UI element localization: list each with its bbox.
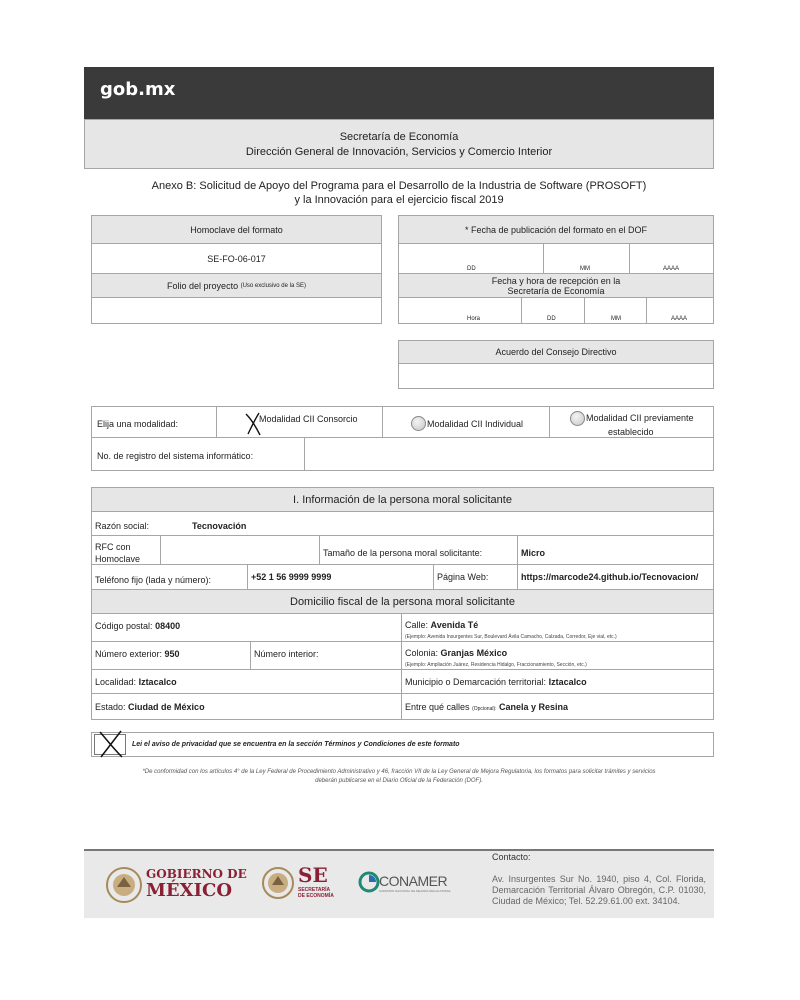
web-label: Página Web: [437,572,489,582]
conamer-logo-subtitle: COMISIÓN NACIONAL DE MEJORA REGULATORIA [379,889,451,893]
gobmx-header-bar [84,67,714,119]
localidad-value: Iztacalco [138,677,177,687]
section1-title [91,487,714,512]
recepcion-hora[interactable] [398,297,522,324]
conamer-logo-text: CONAMER [379,873,448,889]
razon-row [91,511,714,536]
calle-example: (Ejemplo: Avenida Insurgentes Sur, Boulevard Ávila Camacho, Calzada, Corredor, Eje vial, etc.) [405,634,617,640]
tel-input[interactable] [247,564,434,590]
tamano-label: Tamaño de la persona moral solicitante: [323,548,483,558]
calle-cell[interactable] [401,613,714,642]
recepcion-label-1: Fecha y hora de recepción en la [491,275,621,286]
tel-label: Teléfono fijo (lada y número): [95,575,212,585]
dof-pub-label-text: * Fecha de publicación del formato en el DOF [464,224,648,235]
conamer-logo-icon [358,871,380,893]
web-input[interactable] [517,564,714,590]
web-value: https://marcode24.github.io/Tecnovacion/ [521,572,699,582]
recepcion-label [398,273,714,298]
modalidad-previo-label-1: Modalidad CII previamente [586,413,694,423]
checked-x-mark-icon [97,730,125,760]
recepcion-label-2: Secretaría de Economía [507,285,605,296]
web-label-cell [433,564,518,590]
homoclave-label [91,215,382,244]
section1-title-text: I. Información de la persona moral solicitante [293,493,512,506]
se-logo-line1: SECRETARÍA [298,887,331,893]
municipio-cell[interactable] [401,669,714,694]
municipio-label: Municipio o Demarcación territorial: [405,677,547,687]
estado-label: Estado: [95,702,126,712]
institution-line1: Secretaría de Economía [339,130,459,143]
rfc-input[interactable] [160,535,320,565]
dof-pub-mm[interactable] [543,243,630,274]
dof-mm-label: MM [580,266,590,272]
footer-band [84,849,714,918]
dof-pub-dd[interactable] [398,243,544,274]
acuerdo-label [398,340,714,364]
homoclave-value [91,243,382,274]
mexico-eagle-seal-icon [104,865,144,905]
contact-text: Av. Insurgentes Sur No. 1940, piso 4, Col. Florida, Demarcación Territorial Álvaro Obregón, C.P. 01030, Ciudad de México; Tel. 52.29.61.00 ext. 34104. [492,874,706,906]
folio-note: (Uso exclusivo de la SE) [240,282,306,289]
registro-input[interactable] [304,437,714,471]
modalidad-consorcio[interactable] [216,406,383,438]
entre-calles-cell[interactable] [401,693,714,720]
se-logo-abbr: SE [298,863,328,887]
recepcion-dd-label: DD [547,316,556,322]
municipio-value: Iztacalco [548,677,587,687]
institution-line2: Dirección General de Innovación, Servicios y Comercio Interior [245,145,553,158]
acuerdo-label-text: Acuerdo del Consejo Directivo [495,347,617,357]
num-int-label: Número interior: [254,649,319,659]
entre-optional: (Opcional): [472,706,497,712]
colonia-cell[interactable] [401,641,714,670]
dof-aaaa-label: AAAA [663,266,680,272]
gobierno-logo-line1: GOBIERNO DE [146,867,247,881]
homoclave-value-text: SE-FO-06-017 [207,253,266,264]
tamano-label-cell [319,535,518,565]
privacy-row [91,732,714,757]
recepcion-mm-label: MM [611,316,621,322]
footnote-line2: deberán publicarse en el Diario Oficial de la Federación (DOF). [315,778,483,784]
folio-label-text: Folio del proyecto [167,280,239,291]
tel-value: +52 1 56 9999 9999 [251,572,332,582]
homoclave-label-text: Homoclave del formato [190,224,283,235]
acuerdo-input[interactable] [398,363,714,389]
num-ext-label: Número exterior: [95,649,163,659]
registro-label [91,437,305,471]
modalidad-previo[interactable] [549,406,714,438]
title-line2: y la Innovación para el ejercicio fiscal 2019 [294,194,504,206]
folio-label [91,273,382,298]
radio-previo-icon[interactable] [570,411,585,426]
razon-label: Razón social: [95,521,150,531]
domicilio-title-text: Domicilio fiscal de la persona moral solicitante [290,595,515,608]
estado-cell[interactable] [91,693,402,720]
modalidad-label-text: Elija una modalidad: [97,419,179,429]
recepcion-mm[interactable] [584,297,647,324]
estado-value: Ciudad de México [128,702,205,712]
dof-pub-label [398,215,714,244]
gobmx-logo[interactable]: gob.mx [100,79,176,100]
privacy-checkbox[interactable] [94,734,126,755]
tel-label-cell [91,564,248,590]
gobierno-logo-line2: MÉXICO [146,880,233,901]
se-eagle-seal-icon [260,865,296,901]
modalidad-label [91,406,217,438]
dof-dd-label: DD [467,266,476,272]
modalidad-previo-label-2: establecido [608,427,654,437]
num-ext-value: 950 [164,649,180,659]
footnote [84,768,714,786]
entre-value: Canela y Resina [499,702,569,712]
rfc-label-2: Homoclave [95,554,141,564]
modalidad-individual-label: Modalidad CII Individual [427,419,524,429]
tamano-value: Micro [521,548,546,558]
cp-value: 08400 [155,621,181,631]
num-ext-cell[interactable] [91,641,251,670]
recepcion-hora-label: Hora [467,316,481,322]
num-int-cell[interactable] [250,641,402,670]
modalidad-consorcio-label: Modalidad CII Consorcio [259,414,358,424]
recepcion-dd[interactable] [521,297,585,324]
registro-label-text: No. de registro del sistema informático: [97,451,254,461]
rfc-label-1: RFC con [95,542,131,552]
modalidad-individual[interactable] [382,406,550,438]
entre-label: Entre qué calles [405,702,470,712]
colonia-value: Granjas México [440,648,508,658]
localidad-cell[interactable] [91,669,402,694]
colonia-label: Colonia: [405,648,439,658]
rfc-label-cell [91,535,161,565]
cp-label: Código postal: [95,621,153,631]
se-logo-line2: DE ECONOMÍA [298,893,334,899]
calle-label: Calle: [405,620,429,630]
calle-value: Avenida Té [430,620,479,630]
footnote-line1: *De conformidad con los artículos 4° de la Ley Federal de Procedimiento Administrativo y 46, fracción VII de la Ley General de Mejora Regulatoria, los formatos para solicitar trámites y servicios [142,769,656,775]
razon-value[interactable]: Tecnovación [192,521,247,531]
document-title [84,180,714,206]
cp-cell[interactable] [91,613,402,642]
contact-label: Contacto: [492,852,531,862]
recepcion-aaaa-label: AAAA [671,316,688,322]
radio-individual-icon[interactable] [411,416,426,431]
tamano-input[interactable] [517,535,714,565]
recepcion-aaaa[interactable] [646,297,714,324]
dof-pub-aaaa[interactable] [629,243,714,274]
domicilio-title [91,589,714,614]
title-line1: Anexo B: Solicitud de Apoyo del Programa para el Desarrollo de la Industria de Software (PROSOFT) [151,180,647,192]
colonia-example: (Ejemplo: Ampliación Juárez, Residencia Hidalgo, Fraccionamiento, Sección, etc.) [405,662,587,668]
institution-box [84,119,714,169]
folio-input[interactable] [91,297,382,324]
localidad-label: Localidad: [95,677,137,687]
privacy-text: Lei el aviso de privacidad que se encuentra en la sección Términos y Condiciones de este formato [132,741,460,748]
